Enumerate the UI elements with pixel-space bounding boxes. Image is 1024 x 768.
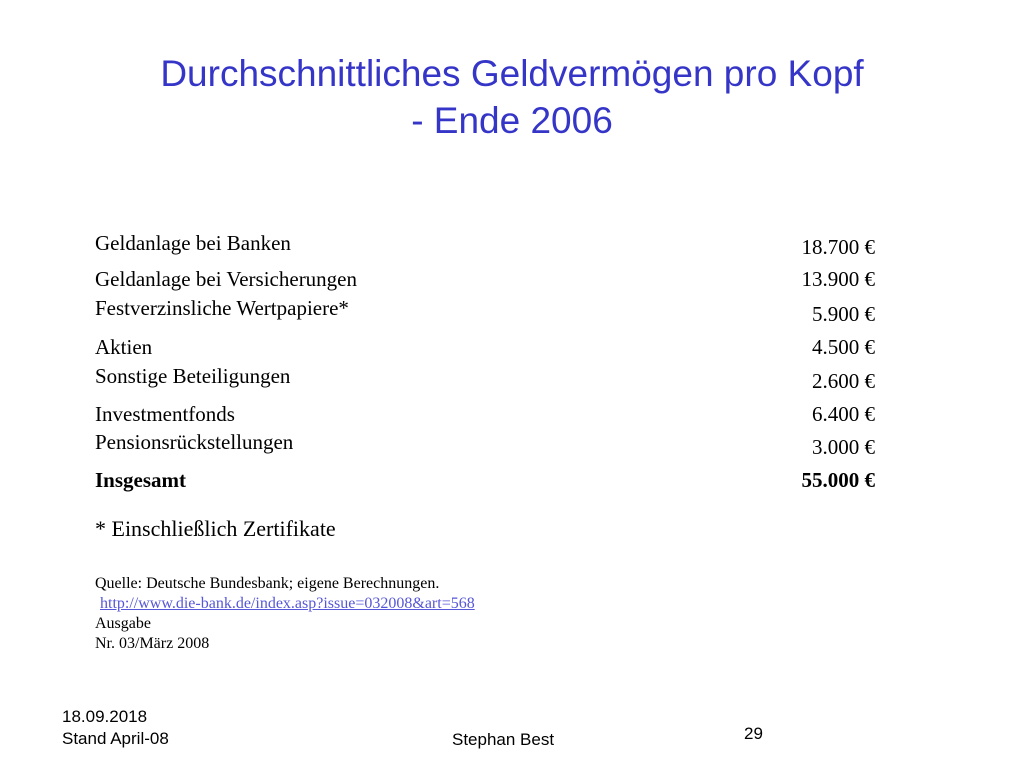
table-row xyxy=(95,231,887,261)
source-line: Quelle: Deutsche Bundesbank; eigene Berechnungen. xyxy=(95,575,440,592)
row-label: Pensionsrückstellungen xyxy=(95,430,294,454)
row-label: Geldanlage bei Banken xyxy=(95,231,291,255)
total-value: 55.000 € xyxy=(801,468,875,492)
total-label: Insgesamt xyxy=(95,468,187,492)
table-row xyxy=(95,364,887,394)
source-block xyxy=(95,574,475,654)
row-value: 2.600 € xyxy=(812,369,875,393)
table-total-row xyxy=(95,468,887,498)
row-label: Festverzinsliche Wertpapiere* xyxy=(95,296,349,320)
footer-stand: Stand April-08 xyxy=(62,729,169,748)
table-row xyxy=(95,296,887,326)
table-row xyxy=(95,335,887,365)
source-link[interactable]: http://www.die-bank.de/index.asp?issue=032008&art=568 xyxy=(100,595,475,612)
row-label: Aktien xyxy=(95,335,153,359)
footnote: * Einschließlich Zertifikate xyxy=(95,516,336,541)
row-label: Sonstige Beteiligungen xyxy=(95,364,291,388)
row-value: 18.700 € xyxy=(801,235,875,259)
row-value: 3.000 € xyxy=(812,435,875,459)
row-value: 4.500 € xyxy=(812,335,875,359)
row-label: Investmentfonds xyxy=(95,402,235,426)
footer-date: 18.09.2018 xyxy=(62,707,148,726)
table-row xyxy=(95,430,887,460)
table-row xyxy=(95,402,887,432)
source-edition-number: Nr. 03/März 2008 xyxy=(95,635,210,652)
table-row xyxy=(95,267,887,297)
row-label: Geldanlage bei Versicherungen xyxy=(95,267,358,291)
row-value: 5.900 € xyxy=(812,302,875,326)
slide-title xyxy=(0,50,1024,144)
source-edition-label: Ausgabe xyxy=(95,615,151,632)
row-value: 13.900 € xyxy=(801,267,875,291)
row-value: 6.400 € xyxy=(812,402,875,426)
footer-author: Stephan Best xyxy=(452,730,555,749)
page-number: 29 xyxy=(744,724,763,743)
title-line-2: - Ende 2006 xyxy=(411,100,613,141)
footer-date-block xyxy=(62,706,169,750)
title-line-1: Durchschnittliches Geldvermögen pro Kopf xyxy=(160,53,864,94)
